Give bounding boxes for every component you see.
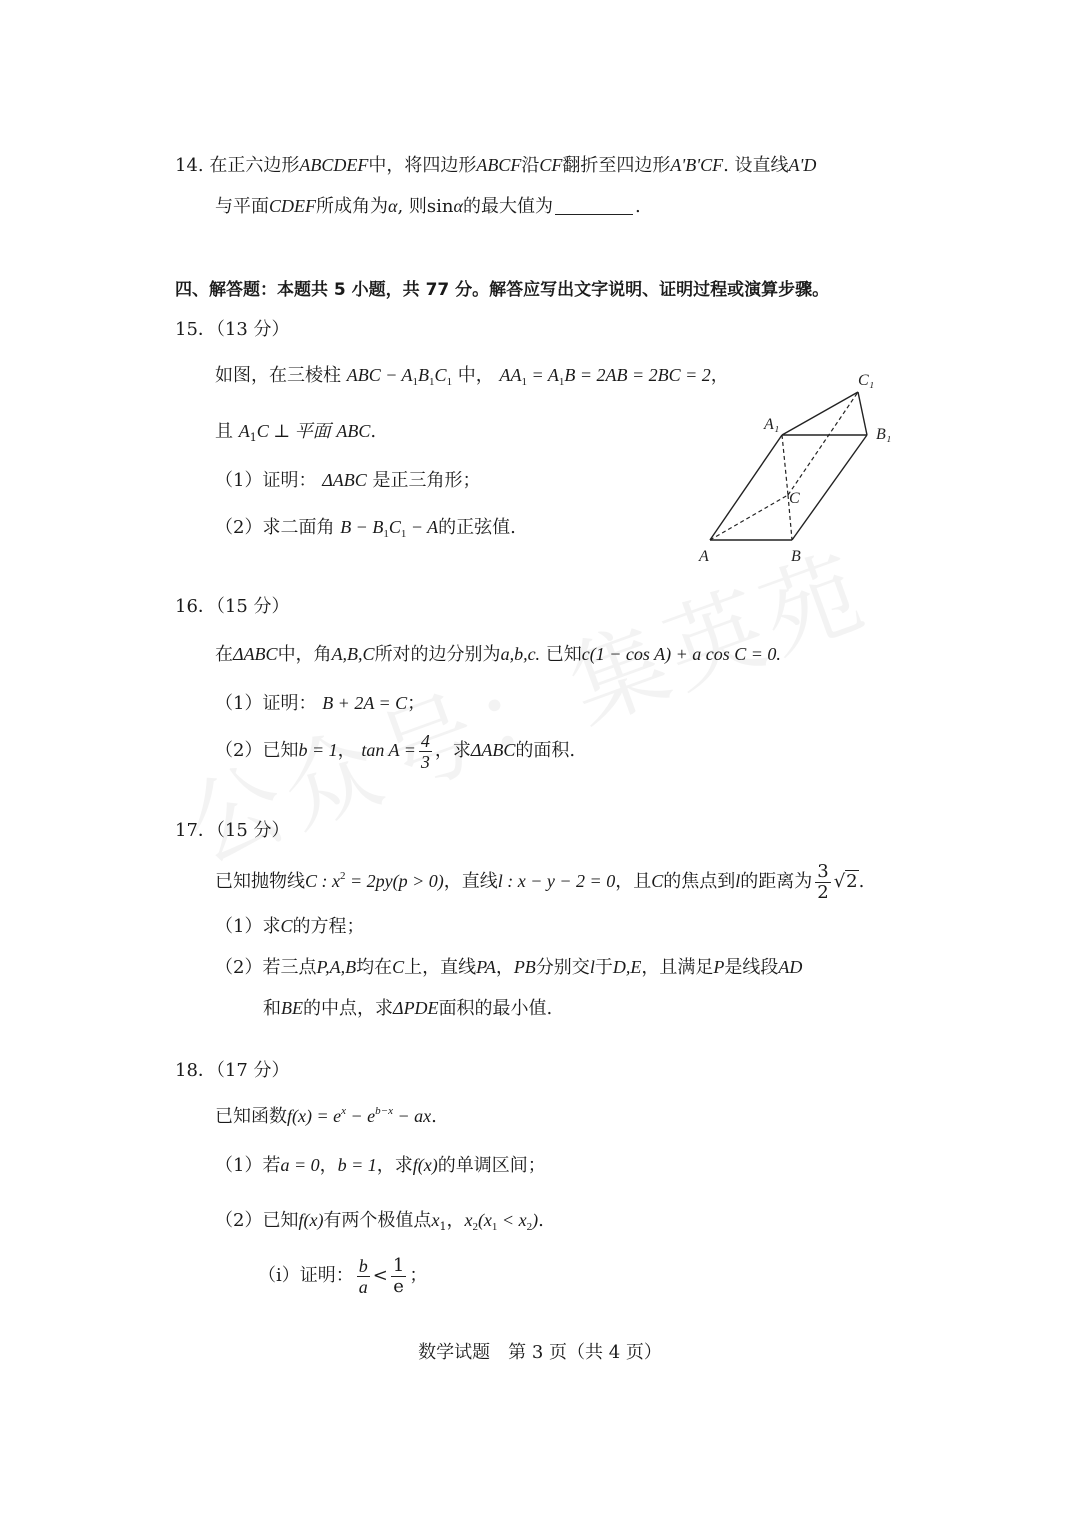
edge-a-a1 [710, 435, 782, 540]
q16-header: 16．（15 分） [175, 596, 290, 617]
q17-number: 17． [175, 820, 216, 841]
q15-number: 15． [175, 319, 216, 340]
q18-part2-i: （i）证明： $\frac{b}{a}$ < $\frac{1}{e}$ ； [258, 1254, 428, 1297]
label-b1: B₁ [876, 426, 892, 443]
q17-part2: （2）若三点P,A,B均在C上，直线PA，PB分别交l于D,E，且满足P是线段AD [215, 957, 803, 978]
q15-header: 15．（13 分） [175, 319, 290, 340]
q16-part1: （1）证明： B + 2A = C； [215, 693, 426, 714]
edge-a1-c [782, 435, 788, 495]
edge-c1-b1 [858, 392, 867, 435]
q17-line1: 已知抛物线C : $x^2 = 2py(p > 0)$，直线l : x − y − 2 = 0，且C的焦点到l的距离为 $\frac{3}{2}$ √2. [215, 860, 865, 903]
q15-part1: （1）证明： ΔABC 是正三角形； [215, 470, 481, 491]
q18-header: 18．（17 分） [175, 1060, 290, 1081]
q15-part2: （2）求二面角 $B - B_1C_1 - A$的正弦值. [215, 517, 516, 540]
q18-number: 18． [175, 1060, 216, 1081]
q16-part2: （2）已知b = 1， tan A = $\frac{4}{3}$ ，求ΔABC的面积. [215, 730, 576, 772]
q15-line2: 且 $A_1C$ ⊥ 平面 ABC. [215, 421, 377, 444]
q18-line1: 已知函数$f(x) = e^x - e^{b-x}$ − ax. [215, 1105, 437, 1127]
q16-number: 16． [175, 596, 216, 617]
q18-part2: （2）已知f(x)有两个极值点$x_1$，$x_2(x_1 < x_2)$. [215, 1210, 544, 1233]
q14-number: 14. [175, 155, 204, 176]
q17-part1: （1）求C的方程； [215, 916, 365, 937]
label-b: B [791, 548, 801, 565]
q14-line2: 与平面CDEF所成角为α, 则sinα的最大值为 . [215, 196, 641, 217]
q15-line1: 如图，在三棱柱 ABC − $A_1B_1C_1$ 中， $AA_1 = A_1B = 2AB = 2BC = 2$， [215, 365, 729, 388]
edge-c-c1 [788, 392, 858, 495]
label-c1: C₁ [858, 372, 875, 389]
prism-figure [690, 365, 910, 570]
section-heading: 四、解答题：本题共 5 小题，共 77 分。解答应写出文字说明、证明过程或演算步骤。 [175, 280, 830, 300]
label-a1: A₁ [764, 416, 780, 433]
label-a: A [699, 548, 709, 565]
page-footer: 数学试题 第 3 页（共 4 页） [418, 1342, 662, 1363]
edge-a1-c1 [782, 392, 858, 435]
q17-header: 17．（15 分） [175, 820, 290, 841]
edge-b-b1 [792, 435, 867, 540]
q17-part2-cont: 和BE的中点，求ΔPDE面积的最小值. [263, 998, 553, 1019]
answer-blank[interactable] [555, 196, 633, 215]
q14-line1: 14. 在正六边形ABCDEF中，将四边形ABCF沿CF翻折至四边形A'B'CF. 设直线A'D [175, 155, 817, 176]
q16-line1: 在ΔABC中，角A,B,C所对的边分别为a,b,c. 已知c(1 − cos A) + a cos C = 0. [215, 644, 781, 665]
edge-a-c [710, 495, 788, 540]
q18-part1: （1）若a = 0，b = 1，求f(x)的单调区间； [215, 1155, 546, 1176]
label-c: C [789, 490, 800, 507]
